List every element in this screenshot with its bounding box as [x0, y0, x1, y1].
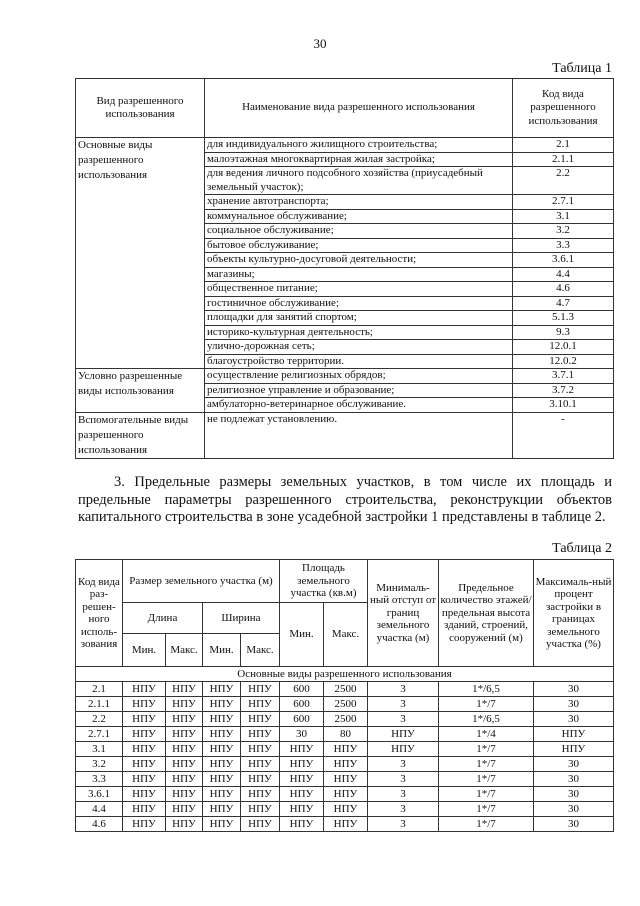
table-cell: 4.4 — [76, 802, 123, 817]
table-cell: НПУ — [324, 742, 368, 757]
use-group-label: Условно разрешенные виды использования — [76, 369, 205, 413]
table1-header-row — [76, 79, 614, 138]
table-row — [76, 787, 614, 802]
use-code: 4.7 — [513, 296, 614, 311]
table-cell: НПУ — [241, 742, 280, 757]
table-cell: НПУ — [166, 697, 203, 712]
use-code: 2.7.1 — [513, 195, 614, 210]
table-cell: 2.7.1 — [76, 727, 123, 742]
use-name: амбулаторно-ветеринарное обслуживание. — [205, 398, 513, 413]
table-cell: 30 — [534, 682, 614, 697]
table-cell: НПУ — [534, 727, 614, 742]
table-cell: НПУ — [534, 742, 614, 757]
table-cell: НПУ — [280, 817, 324, 832]
table-row — [76, 412, 614, 458]
table-cell: НПУ — [324, 817, 368, 832]
table-cell: НПУ — [368, 742, 439, 757]
use-code: 3.10.1 — [513, 398, 614, 413]
table-row — [76, 682, 614, 697]
table-cell: НПУ — [123, 697, 166, 712]
table-cell: 30 — [534, 772, 614, 787]
page-number: 30 — [313, 36, 327, 51]
table-cell: 30 — [534, 757, 614, 772]
use-code: 4.4 — [513, 267, 614, 282]
table-row — [76, 727, 614, 742]
section-row: Основные виды разрешенного использования — [76, 667, 614, 682]
use-name: религиозное управление и образование; — [205, 383, 513, 398]
header-length: Длина — [123, 603, 203, 634]
table-cell: НПУ — [203, 787, 241, 802]
use-code: 3.7.2 — [513, 383, 614, 398]
table-cell: 1*/7 — [439, 772, 534, 787]
table-row — [76, 742, 614, 757]
use-name: улично-дорожная сеть; — [205, 340, 513, 355]
table-cell: 3.6.1 — [76, 787, 123, 802]
table-cell: 30 — [280, 727, 324, 742]
table-cell: НПУ — [241, 727, 280, 742]
header-code: Код вида раз-решен-ного исполь-зования — [76, 560, 123, 667]
table-cell: НПУ — [203, 772, 241, 787]
use-group-label: Основные виды разрешенного использования — [76, 138, 205, 369]
permitted-use-table — [75, 78, 614, 459]
header-area: Площадь земельного участка (кв.м) — [280, 560, 368, 603]
table-cell: НПУ — [123, 757, 166, 772]
use-code: - — [513, 412, 614, 458]
table-cell: 3 — [368, 682, 439, 697]
table-cell: 600 — [280, 697, 324, 712]
table-cell: НПУ — [123, 682, 166, 697]
table-cell: НПУ — [203, 817, 241, 832]
table-cell: НПУ — [166, 712, 203, 727]
table-cell: НПУ — [241, 802, 280, 817]
table-cell: 3.2 — [76, 757, 123, 772]
table-cell: НПУ — [123, 712, 166, 727]
table-cell: 1*/6,5 — [439, 682, 534, 697]
table-cell: НПУ — [166, 727, 203, 742]
table-row — [76, 712, 614, 727]
table-cell: НПУ — [123, 772, 166, 787]
use-name: историко-культурная деятельность; — [205, 325, 513, 340]
table2-caption: Таблица 2 — [552, 541, 612, 556]
use-code: 2.1.1 — [513, 152, 614, 167]
table-cell: 3 — [368, 802, 439, 817]
table-cell: НПУ — [203, 802, 241, 817]
use-name: площадки для занятий спортом; — [205, 311, 513, 326]
header-width-max: Макс. — [241, 634, 280, 667]
table-cell: НПУ — [166, 802, 203, 817]
table-cell: 2500 — [324, 697, 368, 712]
table-cell: 600 — [280, 712, 324, 727]
table-cell: НПУ — [203, 757, 241, 772]
use-code: 12.0.1 — [513, 340, 614, 355]
table-cell: НПУ — [241, 697, 280, 712]
use-name: гостиничное обслуживание; — [205, 296, 513, 311]
table-cell: 80 — [324, 727, 368, 742]
table-cell: 1*/7 — [439, 787, 534, 802]
use-name: бытовое обслуживание; — [205, 238, 513, 253]
use-name: магазины; — [205, 267, 513, 282]
table-cell: НПУ — [123, 787, 166, 802]
use-code: 2.1 — [513, 138, 614, 153]
header-width-min: Мин. — [203, 634, 241, 667]
use-name: общественное питание; — [205, 282, 513, 297]
table-cell: НПУ — [166, 787, 203, 802]
table-cell: НПУ — [166, 757, 203, 772]
header-plot-size: Размер земельного участка (м) — [123, 560, 280, 603]
table-cell: НПУ — [280, 772, 324, 787]
table-cell: 3 — [368, 712, 439, 727]
table-row — [76, 138, 614, 153]
table-cell: 30 — [534, 802, 614, 817]
table-cell: 1*/4 — [439, 727, 534, 742]
table-cell: 3 — [368, 757, 439, 772]
table-cell: НПУ — [280, 787, 324, 802]
use-name: малоэтажная многоквартирная жилая застройка; — [205, 152, 513, 167]
table-cell: НПУ — [241, 817, 280, 832]
table-cell: НПУ — [324, 787, 368, 802]
table-cell: 1*/7 — [439, 802, 534, 817]
table-cell: 2.1.1 — [76, 697, 123, 712]
table-cell: 4.6 — [76, 817, 123, 832]
table-cell: 600 — [280, 682, 324, 697]
use-code: 12.0.2 — [513, 354, 614, 369]
table-cell: 1*/7 — [439, 742, 534, 757]
header-width: Ширина — [203, 603, 280, 634]
use-code: 3.7.1 — [513, 369, 614, 384]
table-row — [76, 757, 614, 772]
use-code: 9.3 — [513, 325, 614, 340]
header-use-code: Код вида разрешенного использования — [513, 79, 614, 138]
table-cell: НПУ — [241, 712, 280, 727]
table-cell: 3 — [368, 787, 439, 802]
table-cell: 30 — [534, 787, 614, 802]
use-code: 5.1.3 — [513, 311, 614, 326]
header-floors-height: Предельное количество этажей/ предельная высота зданий, строений, сооружений (м) — [439, 560, 534, 667]
table-cell: 2500 — [324, 712, 368, 727]
table-cell: НПУ — [123, 802, 166, 817]
table-cell: НПУ — [324, 802, 368, 817]
table-row — [76, 697, 614, 712]
header-coverage: Максималь-ный процент застройки в границах земельного участка (%) — [534, 560, 614, 667]
table-cell: НПУ — [166, 817, 203, 832]
table1-caption: Таблица 1 — [552, 61, 612, 76]
table-cell: 1*/7 — [439, 817, 534, 832]
table-row — [76, 369, 614, 384]
use-name: коммунальное обслуживание; — [205, 209, 513, 224]
table-row — [76, 817, 614, 832]
header-use-name: Наименование вида разрешенного использования — [205, 79, 513, 138]
header-length-max: Макс. — [166, 634, 203, 667]
table-cell: НПУ — [368, 727, 439, 742]
table-cell: 2.1 — [76, 682, 123, 697]
table-cell: НПУ — [324, 772, 368, 787]
table-cell: НПУ — [324, 757, 368, 772]
table-cell: 1*/7 — [439, 697, 534, 712]
use-code: 3.2 — [513, 224, 614, 239]
table-cell: НПУ — [123, 742, 166, 757]
table-cell: 3 — [368, 697, 439, 712]
use-name: осуществление религиозных обрядов; — [205, 369, 513, 384]
table-cell: НПУ — [123, 727, 166, 742]
table-cell: НПУ — [280, 742, 324, 757]
use-name: не подлежат установлению. — [205, 412, 513, 458]
table-cell: 3 — [368, 817, 439, 832]
use-name: благоустройство территории. — [205, 354, 513, 369]
table-cell: НПУ — [166, 772, 203, 787]
use-code: 3.1 — [513, 209, 614, 224]
table-cell: 30 — [534, 817, 614, 832]
use-name: для ведения личного подсобного хозяйства (приусадебный земельный участок); — [205, 167, 513, 195]
table-cell: НПУ — [203, 742, 241, 757]
paragraph-3: 3. Предельные размеры земельных участков, в том числе их площадь и предельные параметры разрешенного строительства, реконструкции объектов капитального строительства в зоне усадебной застройки 1 представлены в таблице 2. — [78, 474, 612, 525]
table-cell: НПУ — [280, 802, 324, 817]
header-setback: Минималь-ный отступ от границ земельного участка (м) — [368, 560, 439, 667]
table-cell: 3 — [368, 772, 439, 787]
table-cell: НПУ — [123, 817, 166, 832]
use-name: хранение автотранспорта; — [205, 195, 513, 210]
use-group-label: Вспомогательные виды разрешенного использования — [76, 412, 205, 458]
table-cell: НПУ — [203, 712, 241, 727]
table-cell: 30 — [534, 712, 614, 727]
table-cell: НПУ — [203, 682, 241, 697]
table-cell: НПУ — [241, 757, 280, 772]
use-code: 3.3 — [513, 238, 614, 253]
table-cell: НПУ — [203, 727, 241, 742]
parameters-table — [75, 559, 614, 832]
table-row — [76, 772, 614, 787]
use-name: социальное обслуживание; — [205, 224, 513, 239]
use-code: 4.6 — [513, 282, 614, 297]
table-cell: 3.1 — [76, 742, 123, 757]
table-cell: НПУ — [241, 787, 280, 802]
table-cell: НПУ — [241, 682, 280, 697]
table-cell: 1*/7 — [439, 757, 534, 772]
table-cell: НПУ — [166, 682, 203, 697]
header-use-type: Вид разрешенного использования — [76, 79, 205, 138]
table-cell: НПУ — [203, 697, 241, 712]
use-name: объекты культурно-досуговой деятельности; — [205, 253, 513, 268]
table-cell: 2.2 — [76, 712, 123, 727]
header-area-min: Мин. — [280, 603, 324, 667]
table-cell: 3.3 — [76, 772, 123, 787]
use-code: 3.6.1 — [513, 253, 614, 268]
use-code: 2.2 — [513, 167, 614, 195]
table-cell: НПУ — [166, 742, 203, 757]
header-length-min: Мин. — [123, 634, 166, 667]
use-name: для индивидуального жилищного строительства; — [205, 138, 513, 153]
table-cell: НПУ — [280, 757, 324, 772]
table-cell: 2500 — [324, 682, 368, 697]
table-cell: 1*/6,5 — [439, 712, 534, 727]
header-area-max: Макс. — [324, 603, 368, 667]
table-cell: 30 — [534, 697, 614, 712]
table-row — [76, 802, 614, 817]
table-cell: НПУ — [241, 772, 280, 787]
